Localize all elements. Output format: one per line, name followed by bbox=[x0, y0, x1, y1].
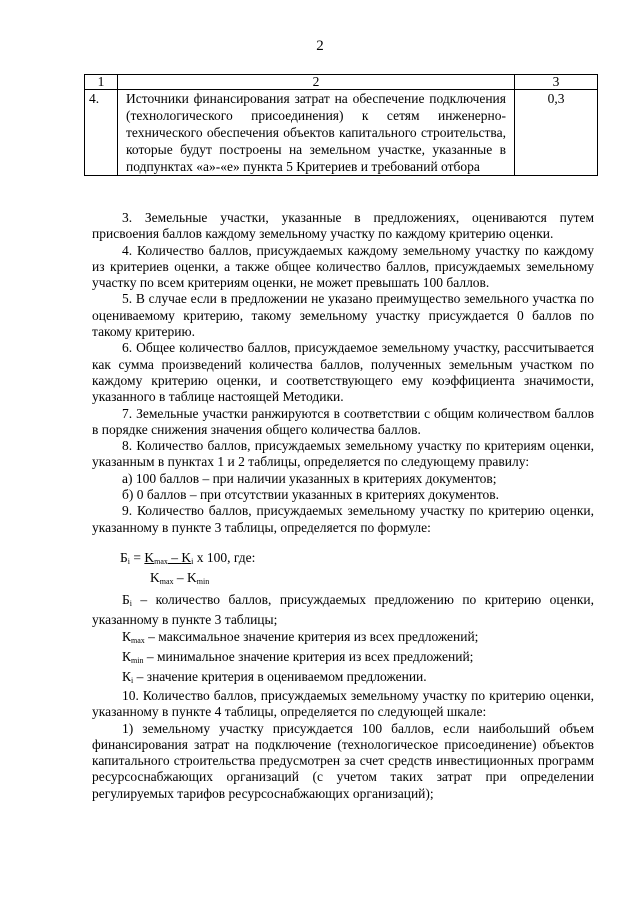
table-header-row bbox=[85, 75, 598, 90]
header-cell-2: 2 bbox=[118, 75, 515, 90]
paragraph-8: 8. Количество баллов, присуждаемых земельному участку по критериям оценки, указанным в пунктах 1 и 2 таблицы, определяется по следующему правилу: bbox=[92, 438, 594, 470]
formula bbox=[120, 550, 255, 590]
paragraph-3: 3. Земельные участки, указанные в предложениях, оцениваются путем присвоения баллов каждому земельному участку по каждому критерию оценки. bbox=[92, 210, 594, 242]
row-number-cell: 4. bbox=[85, 90, 118, 176]
row-weight-cell: 0,3 bbox=[515, 90, 598, 176]
paragraph-10-1: 1) земельному участку присуждается 100 баллов, если наибольший объем финансирования затрат на подключение (технологическое присоединение) объектов капитального строительства предусмотрен за счет средств инвестиционных программ ресурсоснабжающих организаций (с учетом таких затрат при определении регулируемых тарифов ресурсоснабжающих организаций); bbox=[92, 720, 594, 801]
page-number: 2 bbox=[316, 38, 324, 54]
paragraph-7: 7. Земельные участки ранжируются в соответствии с общим количеством баллов в порядке снижения значения общего количества баллов. bbox=[92, 405, 594, 437]
body-text-continued bbox=[92, 688, 594, 802]
definition-item: $К_{min}$ – минимальное значение критерия из всех предложений; bbox=[122, 648, 474, 665]
paragraph-4: 4. Количество баллов, присуждаемых каждому земельному участку по каждому из критериев оценки, а также общее количество баллов, присуждаемых земельному участку по всем критериям оценки, не может превышать 100 баллов. bbox=[92, 242, 594, 291]
formula-definitions bbox=[92, 592, 594, 689]
criteria-table bbox=[84, 74, 598, 176]
definition-item: $К_i$ – значение критерия в оцениваемом предложении. bbox=[122, 669, 427, 686]
table-row bbox=[85, 90, 598, 176]
paragraph-10: 10. Количество баллов, присуждаемых земельному участку по критерию оценки, указанному в пункте 4 таблицы, определяется по следующей шкале: bbox=[92, 688, 594, 720]
body-text bbox=[92, 210, 594, 536]
header-cell-1: 1 bbox=[85, 75, 118, 90]
paragraph-5: 5. В случае если в предложении не указано преимущество земельного участка по оцениваемому критерию, такому земельному участку присуждается 0 баллов по такому критерию. bbox=[92, 291, 594, 340]
header-cell-3: 3 bbox=[515, 75, 598, 90]
paragraph-6: 6. Общее количество баллов, присуждаемое земельному участку, рассчитывается как сумма произведений количества баллов, полученных земельным участком по каждому критерию оценки, и соответствующего ему коэффициента значимости, указанного в таблице настоящей Методики. bbox=[92, 340, 594, 405]
paragraph-8b: б) 0 баллов – при отсутствии указанных в критериях документов. bbox=[122, 487, 499, 503]
definition-item: $Б_i$ – количество баллов, присуждаемых предложению по критерию оценки, указанному в пункте 3 таблицы; bbox=[92, 592, 594, 628]
paragraph-9: 9. Количество баллов, присуждаемых земельному участку по критерию оценки, указанному в пункте 3 таблицы, определяется по формуле: bbox=[92, 503, 594, 535]
formula-numerator-line: $Б_i = K_{max} - K_i$ х 100, где: bbox=[120, 550, 256, 566]
formula-numerator: $K_{max} - K_i$ bbox=[144, 550, 194, 566]
row-criterion-cell: Источники финансирования затрат на обеспечение подключения (технологического присоединения) к сетям инженерно-технического обеспечения объектов капитального строительства, которые будут построены на земельном участке, указанные в подпунктах «а»-«е» пункта 5 Критериев и требований отбора bbox=[118, 90, 515, 176]
formula-denominator: $K_{max} - K_{min}$ bbox=[150, 570, 210, 586]
definition-item: $К_{max}$ – максимальное значение критерия из всех предложений; bbox=[122, 628, 479, 645]
paragraph-8a: а) 100 баллов – при наличии указанных в критериях документов; bbox=[122, 470, 497, 486]
